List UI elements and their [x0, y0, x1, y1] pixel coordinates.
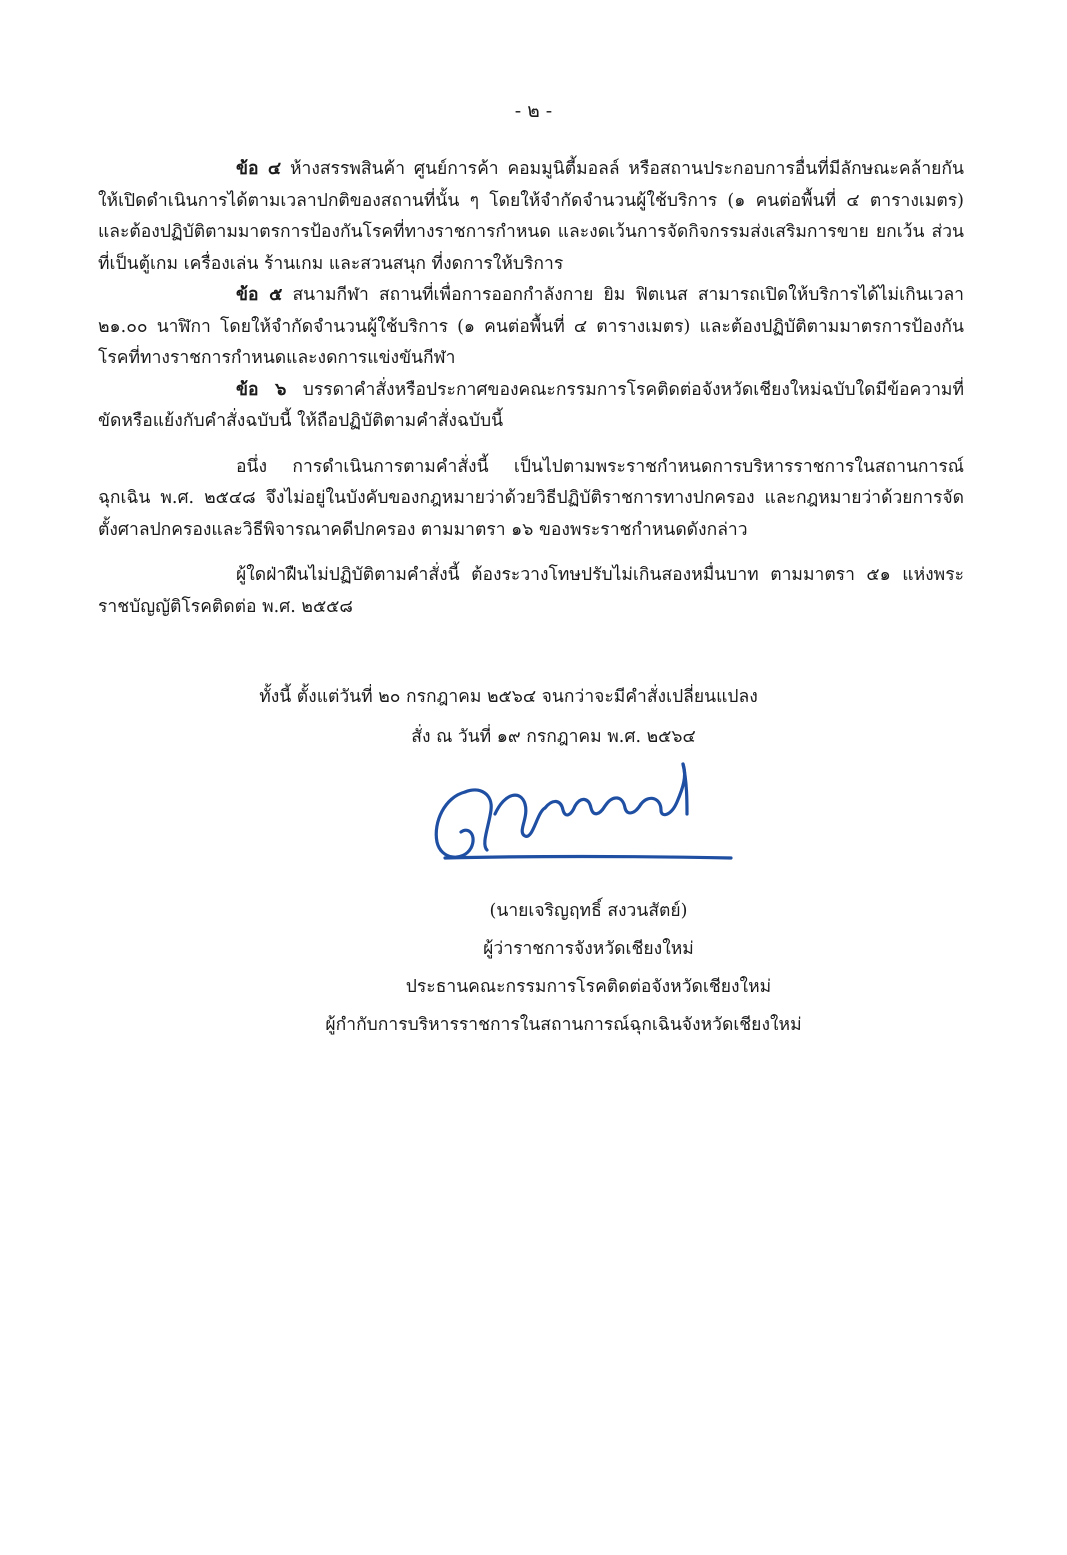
effective-date: ทั้งนี้ ตั้งแต่วันที่ ๒๐ กรกฎาคม ๒๕๖๔ จนกว่าจะมีคำสั่งเปลี่ยนแปลง — [259, 687, 758, 707]
page-number: - ๒ - — [514, 100, 553, 122]
clause-label: ข้อ ๕ — [236, 285, 283, 305]
clause-4 — [98, 154, 964, 280]
signature — [425, 752, 745, 872]
signatory-position-chair: ประธานคณะกรรมการโรคติดต่อจังหวัดเชียงใหม่ — [405, 977, 772, 997]
clause-text: สนามกีฬา สถานที่เพื่อการออกกำลังกาย ยิม ฟิตเนส สามารถเปิดให้บริการได้ไม่เกินเวลา ๒๑.๐๐ นาฬิกา โดยให้จำกัดจำนวนผู้ใช้บริการ (๑ คนต่อพื้นที่ ๔ ตารางเมตร) และต้องปฏิบัติตามมาตรการป้องกันโรคที่ทางราชการกำหนดและงดการแข่งขันกีฬา — [98, 285, 964, 368]
clause-label: ข้อ ๖ — [236, 379, 287, 400]
clause-label: ข้อ ๔ — [236, 159, 282, 179]
legal-basis-paragraph: อนึ่ง การดำเนินการตามคำสั่งนี้ เป็นไปตามพระราชกำหนดการบริหารราชการในสถานการณ์ฉุกเฉิน พ.ศ. ๒๕๔๘ จึงไม่อยู่ในบังคับของกฎหมายว่าด้วยวิธีปฏิบัติราชการทางปกครอง และกฎหมายว่าด้วยการจัดตั้งศาลปกครองและวิธีพิจารณาคดีปกครอง ตามมาตรา ๑๖ ของพระราชกำหนดดังกล่าว — [98, 456, 964, 540]
clause-text: ห้างสรรพสินค้า ศูนย์การค้า คอมมูนิตี้มอลล์ หรือสถานประกอบการอื่นที่มีลักษณะคล้ายกัน ให้เปิดดำเนินการได้ตามเวลาปกติของสถานที่นั้น ๆ โดยให้จำกัดจำนวนผู้ใช้บริการ (๑ คนต่อพื้นที่ ๔ ตารางเมตร) และต้องปฏิบัติตามมาตรการป้องกันโรคที่ทางราชการกำหนด และงดเว้นการจัดกิจกรรมส่งเสริมการขาย ยกเว้น ส่วนที่เป็นตู้เกม เครื่องเล่น ร้านเกม และสวนสนุก ที่งดการให้บริการ — [98, 159, 964, 274]
signature-icon — [425, 752, 745, 872]
clause-5 — [98, 280, 964, 375]
signatory-name: (นายเจริญฤทธิ์ สงวนสัตย์) — [489, 901, 688, 921]
clause-6 — [98, 375, 964, 438]
clause-text: บรรดาคำสั่งหรือประกาศของคณะกรรมการโรคติดต่อจังหวัดเชียงใหม่ฉบับใดมีข้อความที่ขัดหรือแย้งกับคำสั่งฉบับนี้ ให้ถือปฏิบัติตามคำสั่งฉบับนี้ — [98, 379, 964, 431]
signatory-position-governor: ผู้ว่าราชการจังหวัดเชียงใหม่ — [483, 939, 694, 959]
penalty-paragraph: ผู้ใดฝ่าฝืนไม่ปฏิบัติตามคำสั่งนี้ ต้องระวางโทษปรับไม่เกินสองหมื่นบาท ตามมาตรา ๕๑ แห่งพระราชบัญญัติโรคติดต่อ พ.ศ. ๒๕๕๘ — [98, 565, 964, 617]
order-body — [98, 154, 964, 623]
order-date: สั่ง ณ วันที่ ๑๙ กรกฎาคม พ.ศ. ๒๕๖๔ — [411, 727, 696, 747]
signatory-position-emergency: ผู้กำกับการบริหารราชการในสถานการณ์ฉุกเฉินจังหวัดเชียงใหม่ — [325, 1015, 802, 1035]
